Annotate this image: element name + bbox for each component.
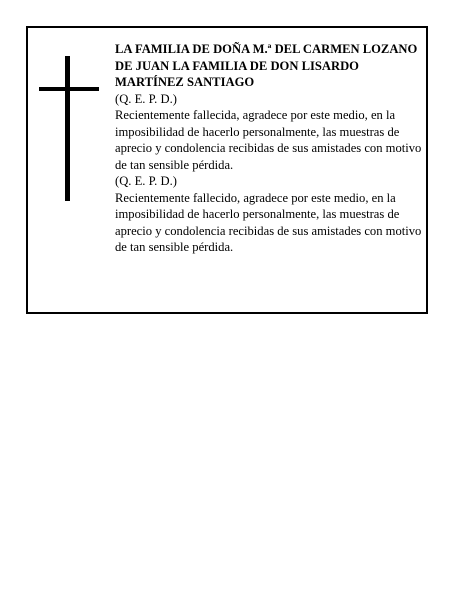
acknowledgement-text-2: Recientemente fallecido, agradece por este medio, en la imposibilidad de hacerlo personalmente, las muestras de aprecio y condolencia recibidas de sus amistades con motivo de tan sensible pérdida. — [115, 190, 422, 254]
rip-line-2: (Q. E. P. D.) — [115, 174, 177, 188]
cross-vertical-bar — [65, 56, 70, 201]
obituary-notice — [26, 26, 428, 314]
cross-horizontal-bar — [39, 87, 99, 91]
notice-text-block — [115, 41, 425, 256]
acknowledgement-text-1: Recientemente fallecida, agradece por este medio, en la imposibilidad de hacerlo personalmente, las muestras de aprecio y condolencia recibidas de sus amistades con motivo de tan sensible pérdida. — [115, 108, 422, 172]
cross-icon — [39, 56, 99, 201]
rip-line-1: (Q. E. P. D.) — [115, 91, 177, 106]
notice-heading: LA FAMILIA DE DOÑA M.ª DEL CARMEN LOZANO DE JUAN LA FAMILIA DE DON LISARDO MARTÍNEZ SANTIAGO — [115, 42, 418, 89]
